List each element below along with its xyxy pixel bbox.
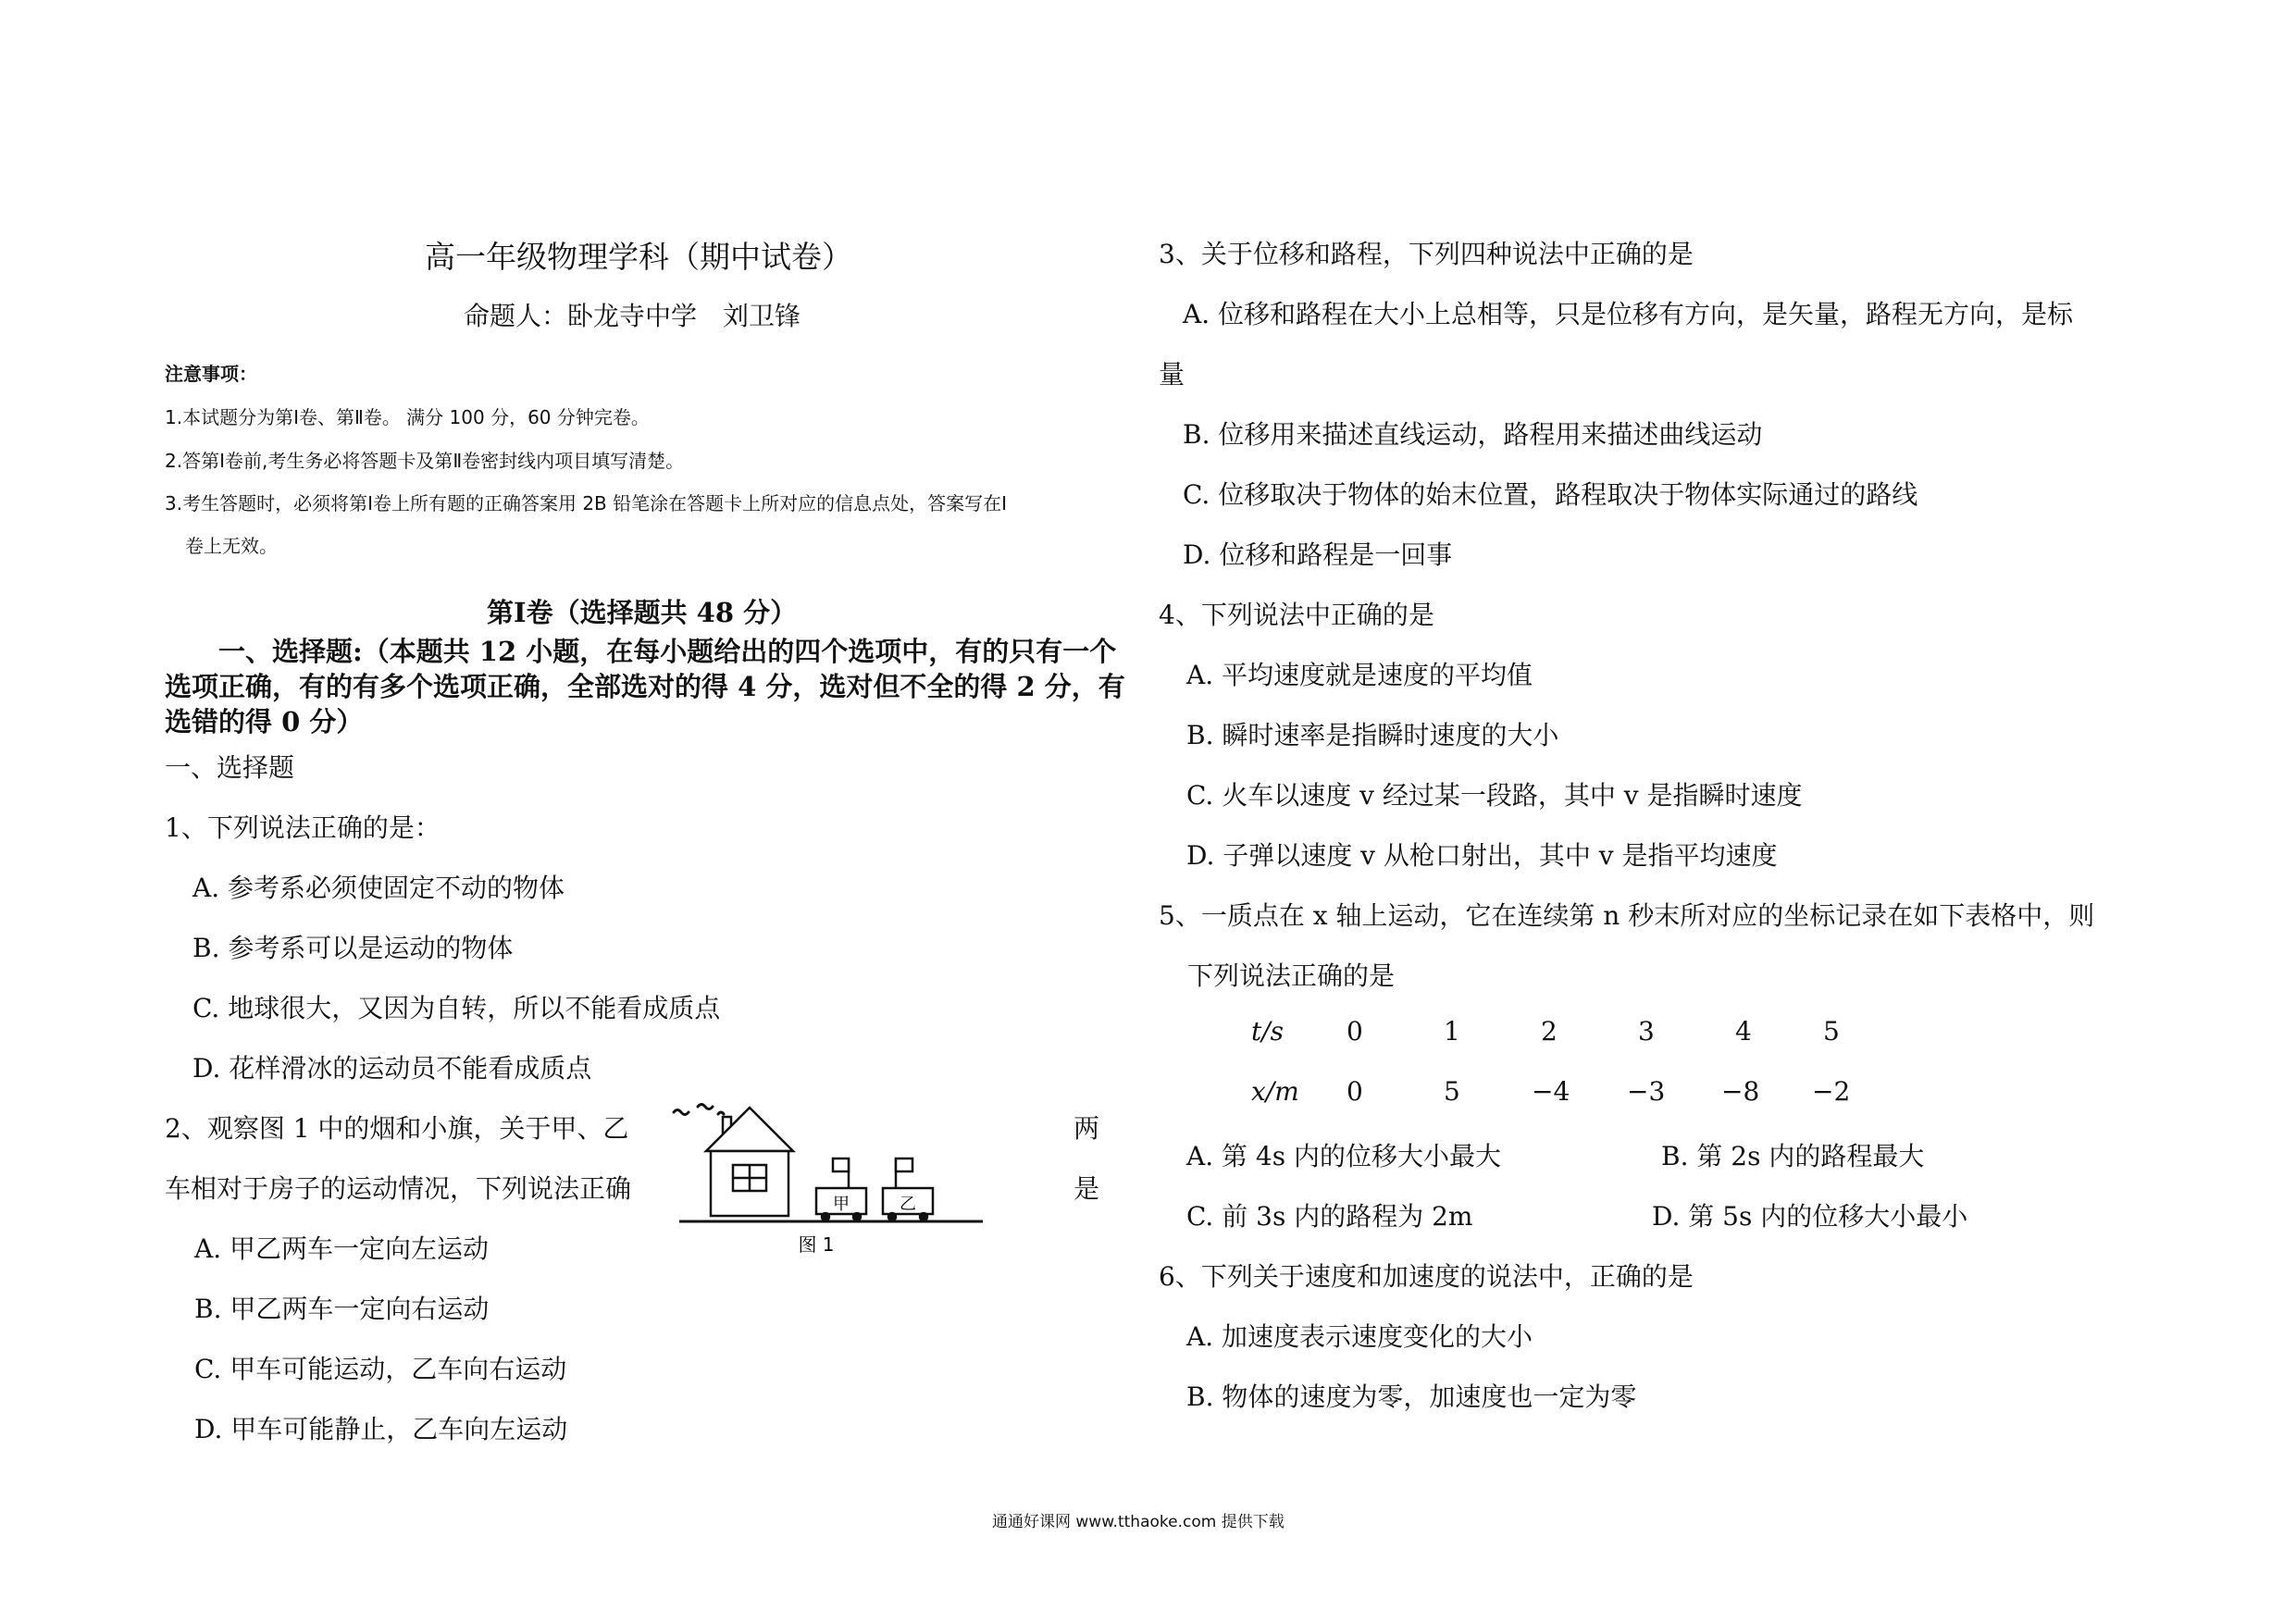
notes-item-2: 2.答第Ⅰ卷前,考生务必将答题卡及第Ⅱ卷密封线内项目填写清楚。 — [165, 450, 685, 472]
section-instructions-line-3: 选错的得 0 分） — [165, 706, 364, 737]
table-header-t: t/s — [1251, 1016, 1285, 1047]
car-yi-label: 乙 — [900, 1195, 916, 1214]
question-5-option-b: B. 第 2s 内的路程最大 — [1661, 1141, 1925, 1171]
question-2-stem-c: 车相对于房子的运动情况，下列说法正确 — [165, 1173, 632, 1204]
car-jia-label: 甲 — [833, 1195, 850, 1214]
section-instructions-line-1: 一、选择题:（本题共 12 小题，在每小题给出的四个选项中，有的只有一个 — [218, 636, 1117, 667]
question-2-option-d: D. 甲车可能静止，乙车向左运动 — [194, 1414, 568, 1444]
question-4-stem: 4、下列说法中正确的是 — [1159, 600, 1434, 630]
question-5-option-d: D. 第 5s 内的位移大小最小 — [1652, 1201, 1968, 1232]
table-row — [1240, 1016, 1869, 1076]
question-6-option-b: B. 物体的速度为零，加速度也一定为零 — [1186, 1381, 1637, 1412]
question-3-option-a: A. 位移和路程在大小上总相等，只是位移有方向，是矢量，路程无方向，是标 — [1183, 299, 2074, 329]
figure-caption: 图 1 — [798, 1233, 835, 1256]
question-5-option-a: A. 第 4s 内的位移大小最大 — [1186, 1141, 1502, 1171]
position-time-table — [1240, 1016, 1869, 1136]
question-3-option-b: B. 位移用来描述直线运动，路程用来描述曲线运动 — [1183, 419, 1763, 450]
question-4-option-a: A. 平均速度就是速度的平均值 — [1186, 660, 1533, 690]
question-5-option-c: C. 前 3s 内的路程为 2m — [1186, 1201, 1473, 1232]
section-instructions-line-2: 选项正确，有的有多个选项正确，全部选对的得 4 分，选对但不全的得 2 分，有 — [165, 671, 1125, 702]
table-cell: 1 — [1444, 1016, 1460, 1047]
question-2-stem-d: 是 — [1074, 1173, 1100, 1204]
table-cell: 5 — [1823, 1016, 1840, 1047]
page-footer: 通通好课网 www.tthaoke.com 提供下载 — [992, 1513, 1285, 1531]
table-cell: 0 — [1347, 1076, 1363, 1107]
question-4-option-d: D. 子弹以速度 v 从枪口射出，其中 v 是指平均速度 — [1186, 840, 1778, 871]
author-line: 命题人：卧龙寺中学 刘卫锋 — [464, 301, 801, 331]
question-2-option-b: B. 甲乙两车一定向右运动 — [194, 1294, 490, 1324]
question-2-option-a: A. 甲乙两车一定向左运动 — [194, 1233, 490, 1264]
question-6-option-a: A. 加速度表示速度变化的大小 — [1186, 1321, 1533, 1352]
table-cell: −3 — [1627, 1076, 1666, 1107]
page-title: 高一年级物理学科（期中试卷） — [425, 239, 852, 275]
question-1-stem: 1、下列说法正确的是： — [165, 812, 441, 843]
question-1-option-c: C. 地球很大，又因为自转，所以不能看成质点 — [192, 993, 721, 1023]
question-2-option-c: C. 甲车可能运动，乙车向右运动 — [194, 1354, 567, 1384]
question-1-option-a: A. 参考系必须使固定不动的物体 — [192, 873, 565, 903]
question-3-stem: 3、关于位移和路程，下列四种说法中正确的是 — [1159, 239, 1694, 269]
table-cell: 0 — [1347, 1016, 1363, 1047]
question-2-stem-b: 两 — [1074, 1113, 1100, 1144]
figure-1-house-and-cars — [666, 1094, 990, 1256]
table-header-x: x/m — [1251, 1076, 1299, 1107]
table-cell: −2 — [1812, 1076, 1851, 1107]
question-6-stem: 6、下列关于速度和加速度的说法中，正确的是 — [1159, 1261, 1694, 1292]
section-title: 第Ⅰ卷（选择题共 48 分） — [487, 597, 798, 628]
house-icon — [706, 1108, 793, 1216]
question-2-stem-a: 2、观察图 1 中的烟和小旗，关于甲、乙 — [165, 1113, 629, 1144]
notes-heading: 注意事项： — [165, 363, 257, 385]
table-cell: 3 — [1638, 1016, 1655, 1047]
notes-item-1: 1.本试题分为第Ⅰ卷、第Ⅱ卷。 满分 100 分，60 分钟完卷。 — [165, 406, 650, 428]
question-4-option-b: B. 瞬时速率是指瞬时速度的大小 — [1186, 720, 1559, 750]
question-4-option-c: C. 火车以速度 v 经过某一段路，其中 v 是指瞬时速度 — [1186, 780, 1803, 811]
table-cell: −4 — [1532, 1076, 1570, 1107]
smoke-icon — [674, 1105, 724, 1115]
table-cell: −8 — [1721, 1076, 1760, 1107]
question-3-option-a-cont: 量 — [1159, 359, 1185, 390]
section-subheading: 一、选择题 — [165, 752, 295, 783]
question-1-option-d: D. 花样滑冰的运动员不能看成质点 — [192, 1053, 592, 1084]
question-3-option-c: C. 位移取决于物体的始末位置，路程取决于物体实际通过的路线 — [1183, 479, 1918, 510]
table-cell: 5 — [1444, 1076, 1460, 1107]
table-cell: 4 — [1735, 1016, 1752, 1047]
question-1-option-b: B. 参考系可以是运动的物体 — [192, 933, 514, 963]
notes-item-4: 卷上无效。 — [185, 535, 278, 557]
question-3-option-d: D. 位移和路程是一回事 — [1183, 539, 1453, 570]
table-cell: 2 — [1541, 1016, 1558, 1047]
table-row — [1240, 1076, 1869, 1136]
question-5-stem-line-1: 5、一质点在 x 轴上运动，它在连续第 n 秒末所对应的坐标记录在如下表格中，则 — [1159, 900, 2095, 931]
question-5-stem-line-2: 下列说法正确的是 — [1187, 960, 1396, 991]
notes-item-3: 3.考生答题时，必须将第Ⅰ卷上所有题的正确答案用 2B 铅笔涂在答题卡上所对应的信息点处，答案写在Ⅰ — [165, 492, 1008, 514]
